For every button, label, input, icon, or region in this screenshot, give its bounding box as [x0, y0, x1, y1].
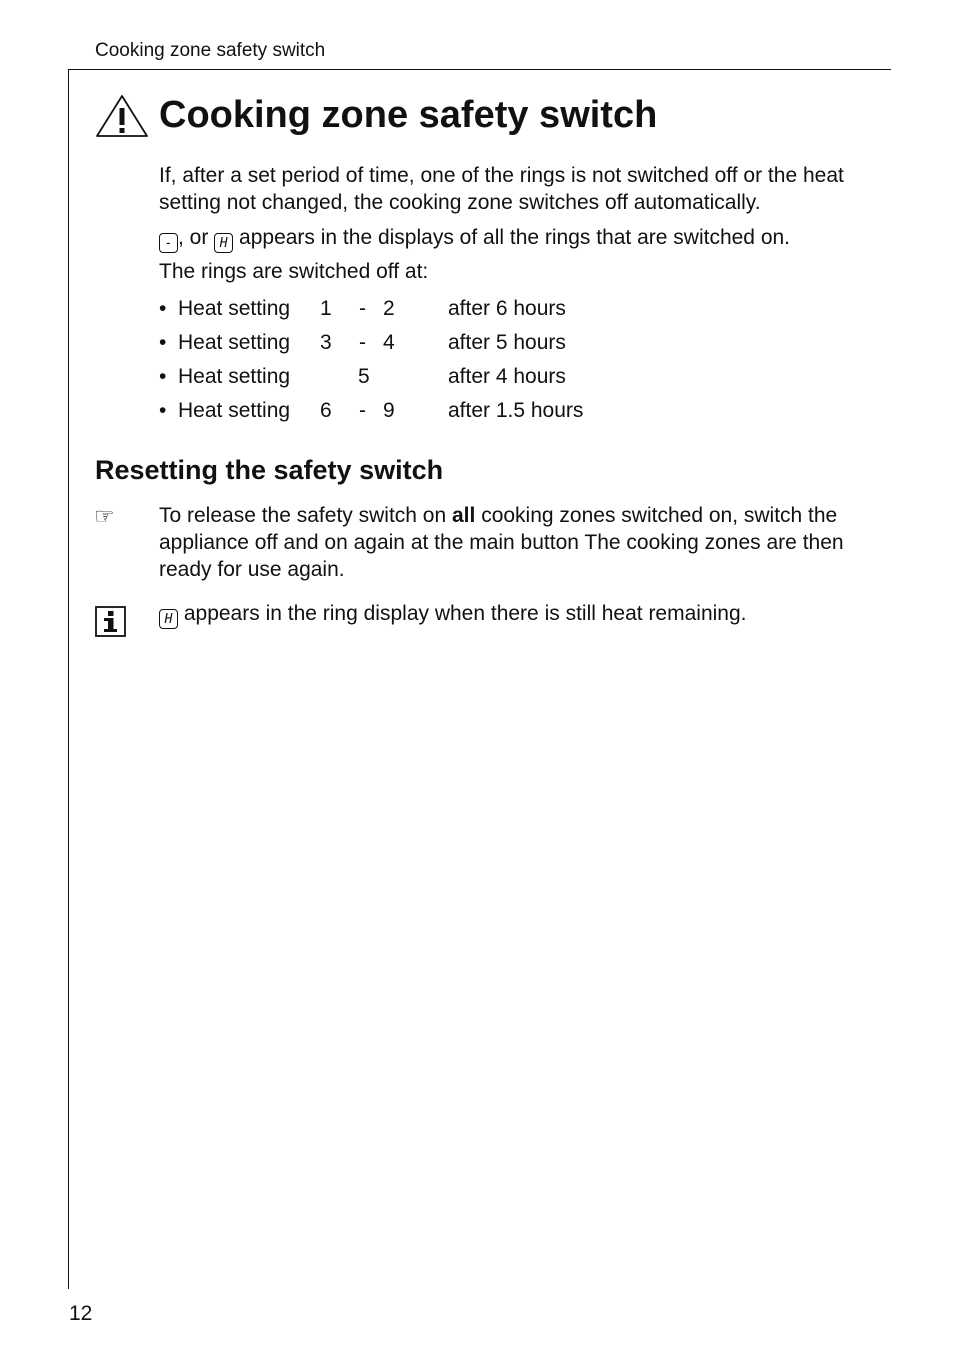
list-item — [159, 360, 659, 394]
list-item — [159, 326, 659, 360]
switched-off-intro: The rings are switched off at: — [159, 260, 429, 283]
setting-duration: after 5 hours — [448, 331, 566, 354]
residual-heat-note — [159, 600, 879, 629]
reset-text-before: To release the safety switch on — [159, 504, 447, 527]
setting-dash: - — [359, 399, 366, 422]
setting-duration: after 4 hours — [448, 365, 566, 388]
setting-label: Heat setting — [178, 297, 291, 320]
bullet: • — [159, 297, 167, 320]
reset-bold-word: all — [452, 504, 476, 527]
info-icon — [95, 606, 126, 637]
symbol-separator: , or — [178, 226, 209, 249]
left-margin-rule — [68, 69, 69, 1289]
setting-dash: - — [359, 331, 366, 354]
residual-heat-text: appears in the ring display when there is still heat remaining. — [183, 602, 747, 625]
heat-settings-list — [159, 292, 659, 428]
bullet: • — [159, 331, 167, 354]
setting-to: 2 — [383, 297, 395, 320]
setting-label: Heat setting — [178, 365, 291, 388]
setting-duration: after 6 hours — [448, 297, 566, 320]
header-rule — [68, 69, 891, 70]
list-item — [159, 292, 659, 326]
bullet: • — [159, 365, 167, 388]
running-header: Cooking zone safety switch — [95, 40, 326, 61]
section-heading-reset: Resetting the safety switch — [95, 455, 444, 485]
setting-dash: - — [359, 297, 366, 320]
h-display-symbol: H — [214, 233, 233, 253]
setting-to: 9 — [383, 399, 395, 422]
setting-from: 3 — [320, 331, 332, 354]
setting-single: 5 — [358, 365, 370, 388]
pointing-hand-icon: ☞ — [94, 504, 115, 530]
setting-from: 6 — [320, 399, 332, 422]
display-symbols-text: appears in the displays of all the rings that are switched on. — [239, 226, 791, 249]
reset-instruction — [159, 502, 859, 583]
display-symbols-paragraph — [159, 224, 879, 253]
setting-duration: after 1.5 hours — [448, 399, 584, 422]
reset-text-after: cooking zones switched on, switch the appliance off and on again at the main button The cooking zones are then ready for use again. — [159, 504, 844, 581]
setting-label: Heat setting — [178, 331, 291, 354]
h-display-symbol: H — [159, 609, 178, 629]
setting-label: Heat setting — [178, 399, 291, 422]
page-number: 12 — [69, 1302, 93, 1325]
list-item — [159, 394, 659, 428]
setting-to: 4 — [383, 331, 395, 354]
warning-triangle-icon — [95, 93, 149, 139]
page-title: Cooking zone safety switch — [159, 94, 658, 136]
intro-paragraph: If, after a set period of time, one of the rings is not switched off or the heat setting not changed, the cooking zone switches off automatically. — [159, 164, 844, 214]
bullet: • — [159, 399, 167, 422]
dash-display-symbol: - — [159, 233, 178, 253]
setting-from: 1 — [320, 297, 332, 320]
